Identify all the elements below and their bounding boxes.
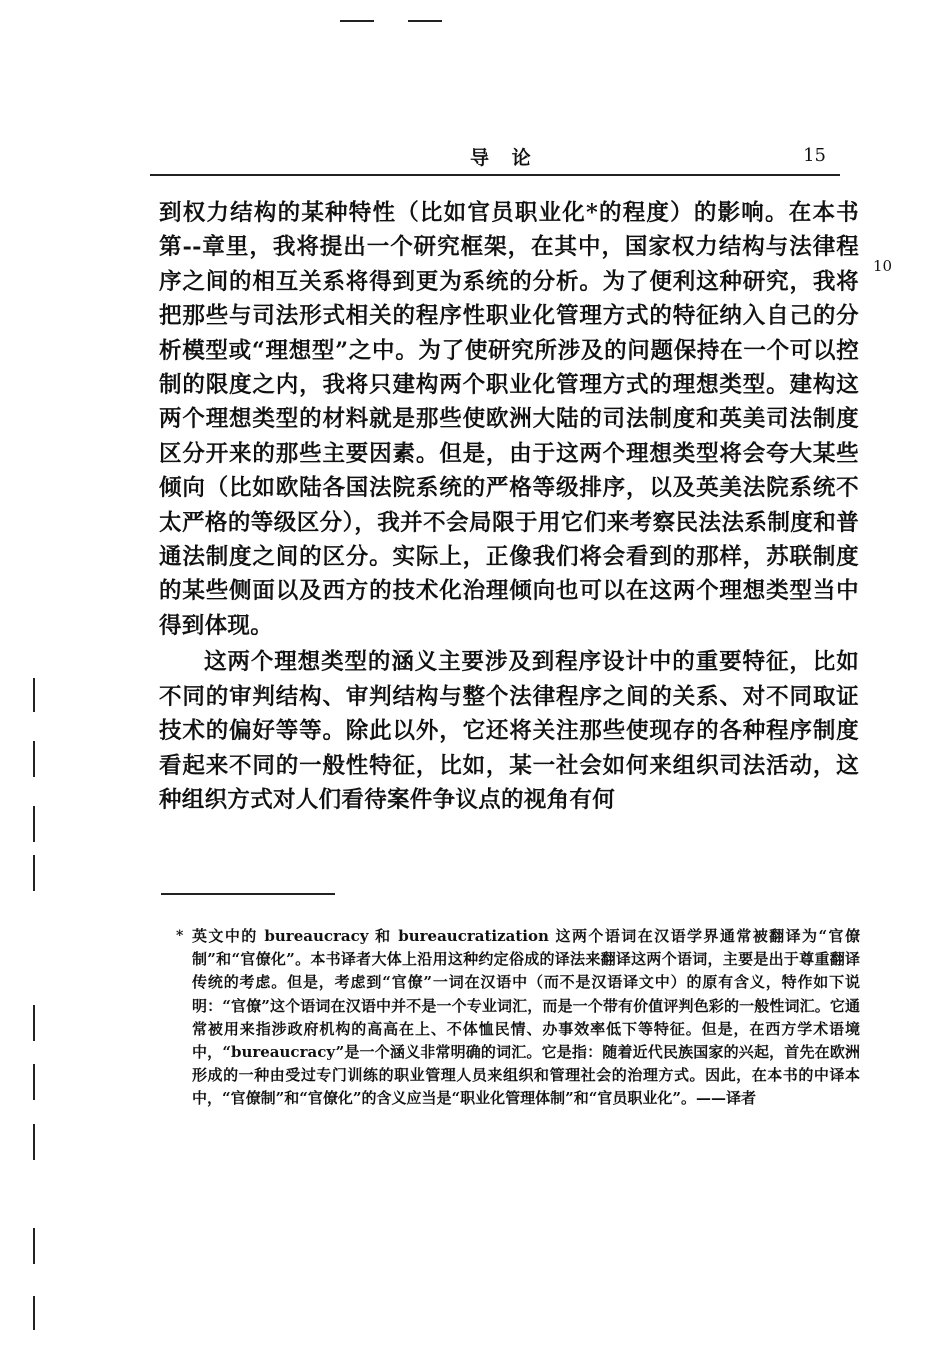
footnote-rule: [161, 893, 335, 895]
footnote: [176, 925, 860, 1111]
scan-edge-mark: [33, 1005, 35, 1041]
scan-edge-mark: [33, 741, 35, 777]
scan-edge-mark: [33, 678, 35, 712]
footnote-marker: *: [176, 928, 184, 944]
scan-edge-mark: [33, 855, 35, 891]
scan-edge-mark: [33, 1228, 35, 1264]
margin-page-reference: 10: [873, 257, 893, 275]
paragraph: 这两个理想类型的涵义主要涉及到程序设计中的重要特征，比如不同的审判结构、审判结构与整个法律程序之间的关系、对不同取证技术的偏好等等。除此以外，它还将关注那些使现存的各种程序制度看起来不同的一般性特征，比如，某一社会如何来组织司法活动，这种组织方式对人们看待案件争议点的视角有何: [159, 649, 859, 813]
top-dash-left: [340, 20, 374, 22]
top-dash-right: [408, 20, 442, 22]
scan-edge-mark: [33, 1296, 35, 1330]
header-rule: [150, 174, 840, 176]
footnote-text: 英文中的 bureaucracy 和 bureaucratization 这两个语词在汉语学界通常被翻译为“官僚制”和“官僚化”。本书译者大体上沿用这种约定俗成的译法来翻译这两个语词，主要是出于尊重翻译传统的考虑。但是，考虑到“官僚”一词在汉语中（而不是汉语译文中）的原有含义，特作如下说明：“官僚”这个语词在汉语中并不是一个专业词汇，而是一个带有价值评判色彩的一般性词汇。它通常被用来指涉政府机构的高高在上、不体恤民情、办事效率低下等特征。但是，在西方学术语境中，“bureaucracy”是一个涵义非常明确的词汇。它是指：随着近代民族国家的兴起，首先在欧洲形成的一种由受过专门训练的职业管理人员来组织和管理社会的治理方式。因此，在本书的中译本中，“官僚制”和“官僚化”的含义应当是“职业化管理体制”和“官员职业化”。——译者: [192, 927, 860, 1108]
scan-edge-mark: [33, 1064, 35, 1100]
scan-edge-mark: [33, 806, 35, 842]
body-text: [159, 196, 859, 817]
chapter-title: 导 论: [470, 147, 539, 169]
scan-edge-mark: [33, 1124, 35, 1160]
page-number: 15: [803, 145, 826, 166]
paragraph: 到权力结构的某种特性（比如官员职业化*的程度）的影响。在本书第--章里，我将提出一个研究框架，在其中，国家权力结构与法律程序之间的相互关系将得到更为系统的分析。为了便利这种研究，我将把那些与司法形式相关的程序性职业化管理方式的特征纳入自己的分析模型或“理想型”之中。为了使研究所涉及的问题保持在一个可以控制的限度之内，我将只建构两个职业化管理方式的理想类型。建构这两个理想类型的材料就是那些使欧洲大陆的司法制度和英美司法制度区分开来的那些主要因素。但是，由于这两个理想类型将会夸大某些倾向（比如欧陆各国法院系统的严格等级排序，以及英美法院系统不太严格的等级区分），我并不会局限于用它们来考察民法法系制度和普通法制度之间的区分。实际上，正像我们将会看到的那样，苏联制度的某些侧面以及西方的技术化治理倾向也可以在这两个理想类型当中得到体现。: [159, 200, 859, 639]
running-header: [150, 143, 870, 183]
